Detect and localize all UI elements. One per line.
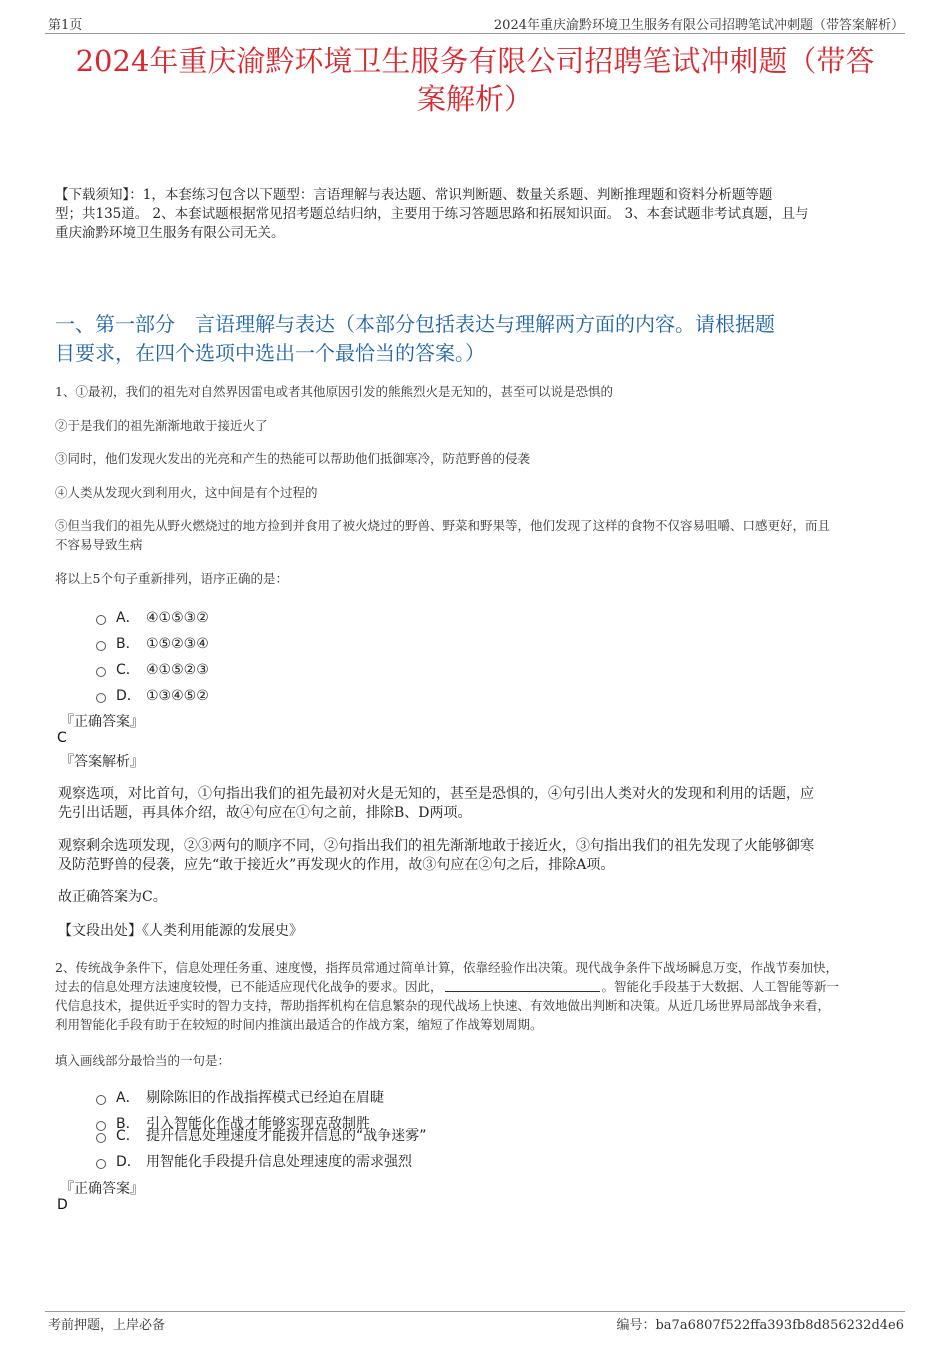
q1-sentence-3: ③同时，他们发现火发出的光亮和产生的热能可以帮助他们抵御寒冷，防范野兽的侵袭 [55, 451, 531, 466]
q1-option-d[interactable]: D． ①③④⑤② [96, 685, 209, 705]
q1-sentence-5-line2: 不容易导致生病 [55, 537, 143, 552]
section-heading-line2: 目要求，在四个选项中选出一个最恰当的答案。） [55, 341, 485, 365]
q2-option-b[interactable]: B． 引入智能化作战才能够实现克敌制胜 [96, 1113, 370, 1133]
q1-option-c[interactable]: C． ④①⑤②③ [96, 659, 209, 679]
q1-sentence-5 [55, 516, 900, 554]
q1-option-a[interactable]: A． ④①⑤③② [96, 607, 209, 627]
header-divider [45, 33, 905, 34]
q1-sentence-1: 1、①最初，我们的祖先对自然界因雷电或者其他原因引发的熊熊烈火是无知的，甚至可以说是恐惧的 [55, 384, 613, 399]
notice-line1: 【下载须知】：1，本套练习包含以下题型：言语理解与表达题、常识判断题、数量关系题、判断推理题和资料分析题等题 [55, 187, 773, 203]
page-title-line1: 2024年重庆渝黔环境卫生服务有限公司招聘笔试冲刺题（带答 [75, 44, 875, 78]
radio-icon[interactable] [96, 667, 106, 677]
q1-prompt: 将以上5个句子重新排列，语序正确的是： [55, 571, 288, 586]
q1-analysis-label: 『答案解析』 [60, 754, 144, 770]
section-heading-line1: 一、第一部分 言语理解与表达（本部分包括表达与理解两方面的内容。请根据题 [55, 312, 775, 336]
q2-answer-label: 『正确答案』 [60, 1181, 144, 1197]
q1-conclusion: 故正确答案为C。 [58, 889, 167, 905]
header-doc-title: 2024年重庆渝黔环境卫生服务有限公司招聘笔试冲刺题（带答案解析） [493, 18, 904, 33]
q1-answer-label: 『正确答案』 [60, 714, 144, 730]
q1-sentence-4: ④人类从发现火到利用火，这中间是有个过程的 [55, 485, 318, 500]
section-heading [55, 310, 895, 368]
q1-sentence-5-line1: ⑤但当我们的祖先从野火燃烧过的地方捡到并食用了被火烧过的野兽、野菜和野果等，他们发现了这样的食物不仅容易咀嚼、口感更好，而且 [55, 518, 831, 533]
q2-prompt: 填入画线部分最恰当的一句是： [55, 1053, 231, 1068]
page-number: 第1页 [48, 18, 83, 33]
footer-divider [45, 1311, 905, 1312]
q2-option-c[interactable]: C． 提升信息处理速度才能拨开信息的“战争迷雾” [96, 1125, 427, 1145]
radio-icon[interactable] [96, 615, 106, 625]
q1-answer: C [57, 730, 67, 746]
q2-passage: 2、传统战争条件下，信息处理任务重、速度慢，指挥员常通过简单计算，依靠经验作出决策。现代战争条件下战场瞬息万变，作战节奏加快， 过去的信息处理方法速度较慢，已不能适应现代化战争的要求。因此， 。智能化手段基于大数据、人工智能等新一 代信息技术，提供近乎实时的智力支持，帮助指挥机构在信息繁杂的现代战场上快速、有效地做出判断和决策。从近几场世界局部战争来看， 利用智能化手段有助于在较短的时间内推演出最适合的作战方案，缩短了作战筹划周期。 [55, 960, 840, 1032]
radio-icon[interactable] [96, 1133, 106, 1143]
q2-answer: D [57, 1197, 68, 1213]
radio-icon[interactable] [96, 693, 106, 703]
q2-option-a[interactable]: A． 剔除陈旧的作战指挥模式已经迫在眉睫 [96, 1087, 384, 1107]
page-title-line2: 案解析） [416, 82, 533, 116]
document-id: 编号：ba7a6807f522ffa393fb8d856232d4e6 [616, 1318, 904, 1333]
q1-analysis-paragraph-1: 观察选项，对比首句，①句指出我们的祖先最初对火是无知的，甚至是恐惧的，④句引出人类对火的发现和利用的话题，应 先引出话题，再具体介绍，故④句应在①句之前，排除B、D两项。 [58, 786, 814, 821]
radio-icon[interactable] [96, 1095, 106, 1105]
footer-slogan: 考前押题，上岸必备 [48, 1318, 166, 1333]
q1-source: 【文段出处】《人类利用能源的发展史》 [58, 923, 303, 939]
q2-option-d[interactable]: D． 用智能化手段提升信息处理速度的需求强烈 [96, 1151, 412, 1171]
radio-icon[interactable] [96, 1159, 106, 1169]
notice-line3: 重庆渝黔环境卫生服务有限公司无关。 [55, 225, 285, 241]
download-notice [55, 186, 900, 243]
notice-line2: 型；共135道。 2、本套试题根据常见招考题总结归纳，主要用于练习答题思路和拓展知识面。 3、本套试题非考试真题，且与 [55, 206, 809, 222]
q1-option-b[interactable]: B． ①⑤②③④ [96, 633, 209, 653]
page-title [50, 42, 900, 118]
radio-icon[interactable] [96, 641, 106, 651]
fill-blank [445, 979, 600, 992]
q1-analysis-paragraph-2: 观察剩余选项发现，②③两句的顺序不同，②句指出我们的祖先渐渐地敢于接近火，③句指出我们的祖先发现了火能够御寒 及防范野兽的侵袭，应先“敢于接近火”再发现火的作用，故③句应在②句之后，排除A项。 [58, 838, 814, 873]
q1-sentence-2: ②于是我们的祖先渐渐地敢于接近火了 [55, 418, 268, 433]
